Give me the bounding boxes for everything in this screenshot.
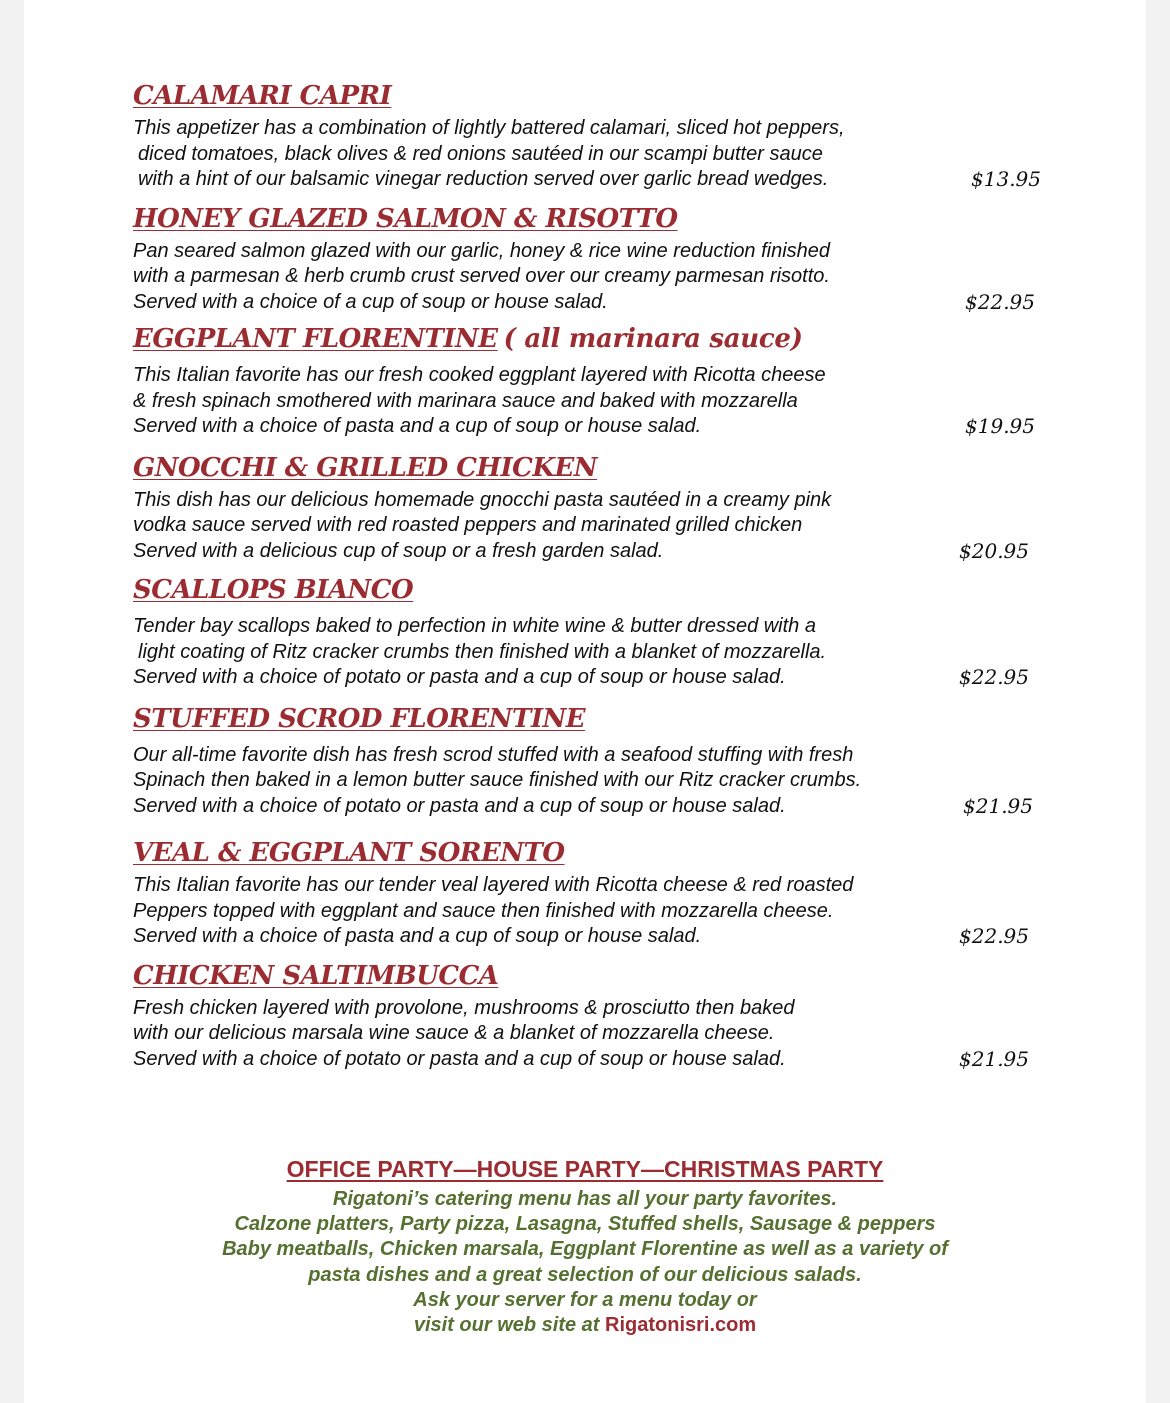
- description-line: Tender bay scallops baked to perfection in white wine & butter dressed with a: [133, 615, 816, 637]
- catering-line: Rigatoni’s catering menu has all your party favorites.: [332, 1188, 838, 1210]
- description-line: Served with a choice of pasta and a cup of soup or house salad.: [133, 415, 702, 437]
- item-description: [133, 363, 1033, 440]
- description-line: This appetizer has a combination of lightly battered calamari, sliced hot peppers,: [133, 117, 845, 139]
- description-line: & fresh spinach smothered with marinara sauce and baked with mozzarella: [133, 389, 798, 412]
- description-line: Served with a choice of potato or pasta and a cup of soup or house salad.: [133, 1047, 786, 1070]
- description-line: Spinach then baked in a lemon butter sauce finished with our Ritz cracker crumbs.: [133, 769, 862, 791]
- catering-line: Baby meatballs, Chicken marsala, Eggplant Florentine as well as a variety of: [222, 1238, 948, 1261]
- menu-item: [133, 958, 1033, 1073]
- item-description: [133, 488, 1033, 565]
- item-note: ( all marinara sauce): [503, 324, 803, 354]
- item-price: $22.95: [959, 924, 1029, 948]
- website-line: [24, 1313, 1146, 1338]
- item-title: GNOCCHI & GRILLED CHICKEN: [133, 452, 598, 483]
- item-title: CHICKEN SALTIMBUCCA: [133, 960, 499, 991]
- menu-item: [133, 321, 1033, 440]
- menu-item-list: [133, 78, 1041, 1072]
- menu-item: [133, 78, 1041, 193]
- catering-line: Ask your server for a menu today or: [413, 1288, 757, 1311]
- description-line: Served with a delicious cup of soup or a fresh garden salad.: [133, 539, 664, 562]
- website-link[interactable]: Rigatonisri.com: [605, 1314, 757, 1337]
- description-line: Fresh chicken layered with provolone, mushrooms & prosciutto then baked: [133, 996, 795, 1019]
- description-line: vodka sauce served with red roasted peppers and marinated grilled chicken: [133, 514, 803, 536]
- item-price: $22.95: [959, 665, 1029, 689]
- website-prefix: visit our web site at: [413, 1314, 600, 1337]
- item-price: $19.95: [965, 414, 1035, 438]
- item-description: [133, 996, 1033, 1073]
- item-title: HONEY GLAZED SALMON & RISOTTO: [133, 203, 678, 234]
- description-line: diced tomatoes, black olives & red onions sautéed in our scampi butter sauce: [138, 142, 823, 165]
- menu-item: [133, 572, 1033, 691]
- menu-item: [133, 201, 1033, 316]
- item-title: CALAMARI CAPRI: [133, 81, 392, 111]
- item-title: STUFFED SCROD FLORENTINE: [133, 703, 586, 734]
- description-line: This Italian favorite has our fresh cooked eggplant layered with Ricotta cheese: [133, 364, 826, 386]
- item-price: $21.95: [959, 1046, 1029, 1071]
- item-price: $21.95: [963, 793, 1033, 818]
- description-line: Served with a choice of pasta and a cup of soup or house salad.: [133, 925, 702, 947]
- catering-title: OFFICE PARTY—HOUSE PARTY—CHRISTMAS PARTY: [286, 1156, 884, 1182]
- menu-item: [133, 835, 1033, 950]
- description-line: This Italian favorite has our tender veal layered with Ricotta cheese & red roasted: [133, 874, 854, 896]
- item-title: VEAL & EGGPLANT SORENTO: [133, 838, 565, 868]
- catering-line: pasta dishes and a great selection of our delicious salads.: [308, 1263, 862, 1286]
- catering-section: [24, 1151, 1146, 1338]
- item-title: [133, 321, 1033, 357]
- description-line: with our delicious marsala wine sauce & a blanket of mozzarella cheese.: [133, 1022, 775, 1044]
- item-description: [133, 116, 1041, 193]
- item-description: [133, 743, 1033, 820]
- item-price: $13.95: [971, 167, 1041, 191]
- menu-item: [133, 701, 1033, 820]
- description-line: Peppers topped with eggplant and sauce then finished with mozzarella cheese.: [133, 899, 834, 922]
- description-line: Served with a choice of potato or pasta and a cup of soup or house salad.: [133, 666, 786, 688]
- item-description: [133, 873, 1033, 950]
- description-line: Our all-time favorite dish has fresh scrod stuffed with a seafood stuffing with fresh: [133, 743, 854, 766]
- description-line: with a parmesan & herb crumb crust served over our creamy parmesan risotto.: [133, 265, 830, 287]
- catering-line: Calzone platters, Party pizza, Lasagna, Stuffed shells, Sausage & peppers: [234, 1213, 936, 1236]
- menu-item: [133, 450, 1033, 565]
- description-line: light coating of Ritz cracker crumbs then finished with a blanket of mozzarella.: [138, 640, 827, 663]
- item-description: [133, 614, 1033, 691]
- item-title-text: EGGPLANT FLORENTINE: [133, 324, 498, 354]
- description-line: Served with a choice of potato or pasta and a cup of soup or house salad.: [133, 794, 786, 817]
- description-line: Served with a choice of a cup of soup or house salad.: [133, 290, 608, 313]
- description-line: Pan seared salmon glazed with our garlic, honey & rice wine reduction finished: [133, 239, 831, 262]
- item-price: $20.95: [959, 538, 1029, 563]
- item-price: $22.95: [965, 289, 1035, 314]
- description-line: This dish has our delicious homemade gnocchi pasta sautéed in a creamy pink: [133, 488, 832, 511]
- item-title: SCALLOPS BIANCO: [133, 575, 414, 605]
- item-description: [133, 239, 1033, 316]
- description-line: with a hint of our balsamic vinegar reduction served over garlic bread wedges.: [138, 168, 829, 190]
